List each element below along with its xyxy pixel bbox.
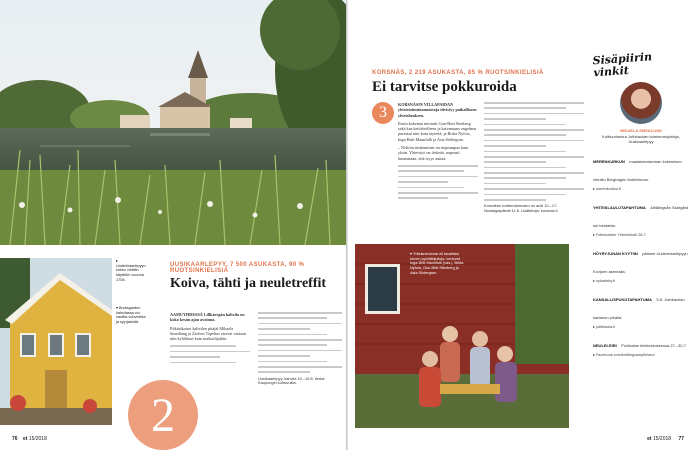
- article-number-3: 3: [372, 102, 394, 124]
- left-issue: 15/2018: [28, 436, 47, 442]
- uusikaarlepyy-kicker: UUSIKAARLEPYY, 7 500 ASUKASTA, 90 % RUOTSINKIELISIÄ: [170, 262, 305, 274]
- right-page-number: 77: [678, 436, 684, 442]
- sidebar-item-lead: KANSALLISPUKUTAPAHTUMA: [593, 297, 652, 302]
- uusikaarlepyy-paragraph: Pitkäaikaiset kahvilan pitäjät Mikaela Smedlung ja Zachris Topelius ottavat vastaan niin kyläläiset kuin matkailijatkin.: [170, 325, 247, 342]
- sidebar-title: Sisäpiirin vinkit: [592, 50, 653, 80]
- right-folio: [647, 436, 684, 442]
- left-folio: [12, 436, 47, 442]
- sidebar-item-text: maalaismaiseman kokemisen vierailu Berghagen kivikirkkoon.: [593, 159, 682, 182]
- sidebar-item-link-text: nykarleby.fi: [595, 279, 615, 283]
- korsnas-column-1: [398, 102, 478, 203]
- sidebar-item-link-text: juthbacka.fi: [595, 325, 616, 329]
- caption-arrow-icon: ▾: [116, 306, 119, 310]
- insider-tips-sidebar: [593, 52, 689, 362]
- avatar: [620, 82, 662, 124]
- uusikaarlepyy-info: Uusikaarlepyy, kahvila 10.–19.8. tiedot: Kaupungin kotisivuilta.: [258, 375, 326, 386]
- korsnas-paragraph-1: Ensin kokemat mestarit Gun-Britt Stenberg sekä kaa keittiörelheen ja kaivamaan ongelmat pureutui niin kuin täytettä, ja Britta Nyfors, Inga-Britt Mannfolk ja Asta Södergran.: [398, 120, 477, 142]
- sidebar-item-text: 5.8. Juthbackan kartanon pihalla.: [593, 297, 685, 320]
- right-issue: 15/2018: [652, 436, 672, 442]
- sidebar-item: [593, 334, 689, 357]
- sidebar-item-lead: YHTEISLAULUTAPAHTUMA: [593, 205, 646, 210]
- sidebar-person-name: MIKAELA SMEDLUND: [620, 128, 662, 133]
- sidebar-item-link: ▸ merenkurkku.fi: [593, 187, 621, 191]
- article-number-2: 2: [128, 380, 198, 450]
- uusikaarlepyy-column-1: [170, 312, 250, 367]
- sidebar-item: [593, 150, 689, 191]
- korsnas-paragraph-2: – Neliöin neulominen on nopeampaa kuin yksin. Yhteistyö on tärkeää, nopeasti huomataan, että isyys auttaa.: [398, 145, 469, 161]
- sidebar-item-text: pääsee Uudenkaarlepyyn Kovjoen asemalla.: [593, 251, 688, 274]
- sidebar-item: [593, 288, 689, 329]
- uusikaarlepyy-lead: AAMUYHDESSÄ Lillkärrgän kahvila on koko kesän ajan avoinna.: [170, 312, 245, 323]
- right-page: [348, 0, 696, 450]
- house-caption-2: [116, 306, 148, 325]
- left-page-number: 76: [12, 436, 18, 442]
- sidebar-item-lead: HÖYRYJUNAN KYYTIIN: [593, 251, 638, 256]
- sidebar-item: [593, 196, 689, 237]
- korsnas-kicker: KORSNÄS, 2 219 ASUKASTA, 85 % RUOTSINKIELISIÄ: [372, 70, 544, 76]
- people-caption: [410, 252, 464, 276]
- sidebar-item-lead: NEULELEIRI: [593, 343, 617, 348]
- caption-arrow-icon: ▾: [410, 252, 413, 256]
- sidebar-person-role: Kulttuuriseura Juthbackan toiminnanjohtaja, Uusikaarlepyy: [602, 134, 680, 144]
- yellow-house-photo: [0, 258, 112, 425]
- left-magazine-name: et: [22, 436, 28, 442]
- sidebar-item-text: Porkkalan leirikeskuksessa 27.–30.7.: [621, 343, 688, 348]
- caption-arrow-icon: ▸: [116, 259, 118, 263]
- house-caption-1: [116, 259, 148, 283]
- sidebar-item-link-text: Folkmusiker Yhteisöristö 28.7.: [595, 233, 647, 237]
- article-korsnas-header: [372, 70, 587, 95]
- sidebar-item-link: ▸ Folkmusiker Yhteisöristö 28.7.: [593, 233, 647, 237]
- sidebar-item: [593, 242, 689, 283]
- sidebar-item-link: ▸ juthbacka.fi: [593, 325, 616, 329]
- article-uusikaarlepyy-header: [170, 262, 342, 291]
- korsnas-column-2: [484, 102, 584, 214]
- uusikaarlepyy-column-2: [258, 312, 342, 386]
- sidebar-item-link: ▸ Facebook.com/knittingcampfinland: [593, 353, 655, 357]
- right-magazine-name: et: [647, 436, 652, 442]
- korsnas-title: Ei tarvitse pokkuroida: [372, 79, 517, 95]
- sidebar-item-lead: MERENKURKUN: [593, 159, 625, 164]
- yellow-house-illustration: [0, 258, 112, 425]
- lake-village-illustration: [0, 0, 348, 245]
- uusikaarlepyy-title: Koiva, tähti ja neuletreffit: [170, 276, 327, 291]
- korsnas-info: Korsnäsin kotiseutumuseo on auki 10.–17. Nostalgiapäivät 11.8. Lisätietoja: korsnas.fi: [484, 203, 558, 214]
- lake-village-photo: [0, 0, 348, 245]
- sidebar-item-link-text: merenkurkku.fi: [595, 187, 621, 191]
- house-caption-2-text: Bruksgarden kahvilassa voi nauttia vohveleita ja syyrjaleiää.: [116, 306, 146, 325]
- people-caption-text: Yhteisneulonta oli tavallista ennen pyörilleijuiloja, kertovat Inga-Britt Mannfolk (vas.), Britta Nyfors, Gun-Britt Stenberg ja Asta Södergran.: [410, 252, 464, 275]
- sidebar-item-link-text: Facebook.com/knittingcampfinland: [595, 353, 655, 357]
- house-caption-1-text: Uudenkaarlepyyn kirkko vihittiin käyttöön vuonna 1708.: [116, 263, 146, 282]
- sidebar-item-text: Alhålingsån Skärgård soi torstaisin.: [593, 205, 689, 228]
- sidebar-item-link: ▸ nykarleby.fi: [593, 279, 615, 283]
- korsnas-lead: KORSNÄSIN VILLAPAIDAN yhteistoimintamuistoja tiivistyy paikalliseen yhteishenkeen.: [398, 102, 477, 118]
